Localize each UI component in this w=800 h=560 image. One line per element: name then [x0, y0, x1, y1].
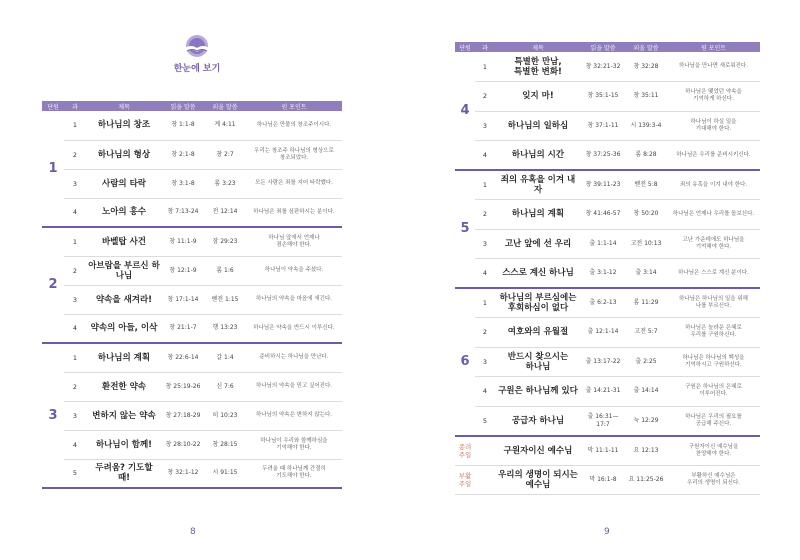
lesson-title: [495, 200, 581, 230]
lesson-title: [86, 314, 162, 343]
table-row: [455, 111, 760, 141]
table-row: [455, 406, 760, 436]
one-point: [246, 459, 342, 488]
table-row: [42, 343, 342, 372]
one-point: [667, 170, 760, 200]
one-point: [246, 285, 342, 314]
memory-verse: 고전 10:13: [625, 229, 667, 259]
memory-verse: 창 32:28: [625, 52, 667, 82]
line: 하나님은 놀라운 은혜로: [685, 325, 742, 332]
memory-verse: 신 7:6: [204, 372, 246, 401]
table-row: [455, 52, 760, 82]
memory-verse: 롬 1:6: [204, 256, 246, 285]
line: 하나님은 하나님의 일을 위해: [678, 296, 748, 302]
line: 구원은 하나님께 있다: [498, 386, 578, 397]
line: 하나님의 약속을 마음에 새긴다.: [255, 296, 333, 302]
line: 하나님은 만물의 창조주이시다.: [256, 121, 332, 128]
reading-verse: 막 11:1-11: [581, 436, 625, 466]
unit-number: 부활 주일: [455, 465, 475, 495]
one-point: [667, 229, 760, 259]
line: 하나님의 일하심: [507, 120, 569, 131]
line: 하나님이 하실 일을: [690, 118, 737, 125]
table-row: [455, 347, 760, 377]
line: 기억해야 한다.: [695, 243, 732, 250]
line: 우리의 생명이 되시는: [498, 469, 578, 480]
reading-verse: 창 35:1-15: [581, 82, 625, 112]
memory-verse: 계 4:11: [204, 111, 246, 140]
line: 하나님의 약속을 믿고 싶어진다.: [255, 383, 333, 389]
reading-verse: 출 6:2-13: [581, 288, 625, 318]
lesson-number: 3: [475, 229, 495, 259]
lesson-number: 5: [475, 406, 495, 436]
reading-verse: 출 1:1-14: [581, 229, 625, 259]
reading-verse: 창 28:10-22: [162, 430, 204, 459]
line: 약속의 아들, 이삭: [90, 323, 158, 334]
reading-verse: 창 7:13-24: [162, 198, 204, 227]
lesson-number: 4: [64, 430, 86, 459]
memory-verse: 롬 11:29: [625, 288, 667, 318]
one-point: [667, 406, 760, 436]
line: 하나님이 함께!: [95, 439, 153, 450]
lesson-number: 3: [64, 169, 86, 198]
unit-number: 5: [455, 170, 475, 288]
reading-verse: 출 3:1-12: [581, 259, 625, 289]
lesson-title: [86, 372, 162, 401]
one-point: [246, 372, 342, 401]
line: 약속을 새겨라!: [95, 294, 153, 305]
page-number-right: 9: [604, 527, 610, 537]
lesson-title: [86, 430, 162, 459]
reading-verse: 창 3:1-8: [162, 169, 204, 198]
lesson-title: [495, 377, 581, 407]
reading-verse: 출 14:21-31: [581, 377, 625, 407]
line: 특별한 변화!: [514, 66, 562, 77]
line: 반드시 찾으시는: [507, 351, 569, 362]
line: 하나님은 하나님의 백성을: [682, 354, 745, 361]
lesson-title: [495, 318, 581, 348]
lesson-title: [86, 227, 162, 256]
reading-verse: 창 11:1-9: [162, 227, 204, 256]
one-point: [246, 256, 342, 285]
unit-number: 1: [42, 111, 64, 227]
line: 준비하시는 하나님을 만난다.: [259, 354, 329, 361]
memory-verse: 히 10:23: [204, 401, 246, 430]
reading-verse: 창 37:25-36: [581, 141, 625, 171]
lesson-number: 3: [64, 285, 86, 314]
memory-verse: 창 28:15: [204, 430, 246, 459]
lesson-number: 1: [64, 227, 86, 256]
lesson-number: 4: [64, 314, 86, 343]
table-row: [42, 372, 342, 401]
lesson-title: [495, 141, 581, 171]
one-point: [667, 52, 760, 82]
line: 하나님을 만나면 새로워진다.: [678, 63, 748, 69]
memory-verse: 창 50:20: [625, 200, 667, 230]
line: 공급자 하나님: [511, 415, 565, 426]
lesson-number: [475, 436, 495, 466]
reading-verse: 창 27:18-29: [162, 401, 204, 430]
memory-verse: 시 139:3-4: [625, 111, 667, 141]
lesson-number: 4: [475, 377, 495, 407]
lesson-number: 2: [64, 140, 86, 169]
header-point: 원 포인트: [246, 101, 342, 111]
line: 바벨탑 사건: [101, 236, 146, 247]
table-row: [455, 200, 760, 230]
one-point: [667, 436, 760, 466]
header-memo: 외울 말씀: [625, 42, 667, 52]
lesson-number: 2: [64, 372, 86, 401]
line: 두려움? 기도할 때!: [95, 463, 153, 484]
memory-verse: 전 12:14: [204, 198, 246, 227]
page-number-left: 8: [190, 527, 196, 537]
line: 사람의 타락: [101, 178, 146, 189]
line: 우리를 구원하신다.: [690, 332, 737, 339]
one-point: [667, 347, 760, 377]
table-row: [455, 318, 760, 348]
lesson-number: 1: [475, 52, 495, 82]
line: 공급해 주신다.: [695, 420, 732, 427]
lesson-number: 5: [64, 459, 86, 488]
line: 스스로 계신 하나님: [502, 268, 574, 278]
table-row: [42, 140, 342, 169]
table-row: [455, 288, 760, 318]
table-row: [42, 227, 342, 256]
line: 나를 부르신다.: [695, 303, 732, 309]
one-point: [246, 198, 342, 227]
one-point: [246, 401, 342, 430]
line: 하나님은 죄를 심판하시는 분이다.: [253, 208, 335, 215]
lesson-title: [86, 401, 162, 430]
unit-number: 3: [42, 343, 64, 488]
header-read: 읽을 말씀: [581, 42, 625, 52]
table-header-row: [455, 42, 760, 52]
line: 하나님이 우리와 함께하심을: [260, 437, 328, 444]
lesson-title: [495, 347, 581, 377]
one-point: [246, 140, 342, 169]
lesson-number: 1: [64, 343, 86, 372]
lesson-title: [495, 82, 581, 112]
memory-verse: 출 2:25: [625, 347, 667, 377]
line: 기억하게 하신다.: [693, 96, 734, 103]
line: 기억해야 한다.: [276, 444, 312, 451]
line: 하나님: [525, 361, 551, 372]
line: 예수님: [525, 479, 551, 490]
lesson-title: [495, 465, 581, 495]
line: 구원자이신 예수님: [503, 445, 573, 456]
line: 잊지 마!: [522, 91, 554, 102]
one-point: [246, 343, 342, 372]
lesson-number: 2: [475, 318, 495, 348]
lesson-title: [86, 256, 162, 285]
lesson-title: [495, 52, 581, 82]
line: 하나님 앞에서 언제나: [268, 234, 320, 241]
line: 하나님은 우리의 필요를: [685, 413, 742, 420]
one-point: [667, 465, 760, 495]
lesson-title: [495, 406, 581, 436]
line: 하나님은 우리를 준비시키신다.: [676, 151, 751, 158]
line: 찬양해야 한다.: [695, 450, 732, 457]
reading-verse: 창 21:1-7: [162, 314, 204, 343]
overview-table-right: [455, 42, 760, 495]
logo: [172, 34, 222, 74]
memory-verse: 갈 1:4: [204, 343, 246, 372]
table-row: [42, 285, 342, 314]
line: 하나님의 창조: [97, 120, 151, 131]
line: 하나님의 계획: [511, 209, 565, 220]
one-point: [667, 111, 760, 141]
unit-number: 6: [455, 288, 475, 436]
logo-title: 한눈에 보기: [173, 64, 221, 74]
one-point: [667, 200, 760, 230]
table-row: [455, 229, 760, 259]
memory-verse: 행 13:23: [204, 314, 246, 343]
line: 고난 앞에 선 우리: [504, 238, 572, 249]
one-point: [246, 169, 342, 198]
table-row: [42, 314, 342, 343]
reading-verse: 창 2:1-8: [162, 140, 204, 169]
table-header-row: [42, 101, 342, 111]
lesson-number: 4: [475, 259, 495, 289]
one-point: [667, 141, 760, 171]
memory-verse: 창 2:7: [204, 140, 246, 169]
reading-verse: 출 12:1-14: [581, 318, 625, 348]
line: 두려울 때 하나님께 간절히: [262, 466, 326, 473]
lesson-title: [86, 343, 162, 372]
line: 환전한 약속: [101, 381, 146, 392]
lesson-title: [495, 288, 581, 318]
lesson-title: [495, 229, 581, 259]
one-point: [667, 82, 760, 112]
line: 하나님의 계획: [97, 352, 151, 363]
one-point: [667, 288, 760, 318]
unit-number: 4: [455, 52, 475, 170]
line: 하나님의 부르심에는: [499, 293, 577, 303]
memory-verse: 창 35:11: [625, 82, 667, 112]
table-row: [42, 430, 342, 459]
table-row: [455, 170, 760, 200]
header-title: 제목: [86, 101, 162, 111]
table-row: [42, 256, 342, 285]
line: 하나님의 형상: [97, 149, 151, 160]
reading-verse: 창 25:19-26: [162, 372, 204, 401]
unit-number: 종려 주일: [455, 436, 475, 466]
reading-verse: 창 32:1-12: [162, 459, 204, 488]
reading-verse: 막 16:1-8: [581, 465, 625, 495]
unit-number: 2: [42, 227, 64, 343]
memory-verse: 요 11:25-26: [625, 465, 667, 495]
memory-verse: 요 12:13: [625, 436, 667, 466]
memory-verse: 출 14:14: [625, 377, 667, 407]
memory-verse: 롬 8:28: [625, 141, 667, 171]
memory-verse: 고전 5:7: [625, 318, 667, 348]
line: 부활하신 예수님은: [691, 472, 736, 479]
line: 겸손해야 한다.: [276, 241, 312, 248]
memory-verse: 시 91:15: [204, 459, 246, 488]
memory-verse: 잠 29:23: [204, 227, 246, 256]
reading-verse: 출 16:31—17:7: [581, 406, 625, 436]
line: 여호와의 유월절: [507, 327, 569, 338]
lesson-number: [475, 465, 495, 495]
memory-verse: 벧전 1:15: [204, 285, 246, 314]
table-row: [455, 141, 760, 171]
line: 특별한 만남,: [514, 56, 562, 67]
lesson-title: [86, 169, 162, 198]
lesson-number: 2: [475, 82, 495, 112]
lesson-title: [495, 111, 581, 141]
table-row: [455, 82, 760, 112]
reading-verse: 창 32:21-32: [581, 52, 625, 82]
lesson-number: 1: [475, 170, 495, 200]
line: 고난 가운데에도 하나님을: [682, 236, 745, 243]
table-row: [42, 401, 342, 430]
lesson-number: 2: [475, 200, 495, 230]
line: 구원자이신 예수님을: [688, 443, 739, 450]
one-point: [667, 318, 760, 348]
lesson-title: [86, 140, 162, 169]
line: 기억하시고 구원하신다.: [685, 361, 742, 368]
table-row: [455, 377, 760, 407]
lesson-number: 3: [475, 347, 495, 377]
line: 하나님이 약속을 주셨다.: [264, 267, 324, 273]
lesson-title: [495, 436, 581, 466]
line: 하나님은 언제나 우리를 돌보신다.: [672, 210, 755, 217]
header-lesson: 과: [475, 42, 495, 52]
line: 하나님의 시간: [511, 150, 565, 160]
header-read: 읽을 말씀: [162, 101, 204, 111]
header-lesson: 과: [64, 101, 86, 111]
line: 죄의 유혹을 이겨 내자: [500, 175, 576, 195]
lesson-title: [495, 170, 581, 200]
lesson-number: 3: [475, 111, 495, 141]
line: 후회하심이 없다: [507, 303, 569, 313]
book-icon: [182, 34, 212, 58]
reading-verse: 창 37:1-11: [581, 111, 625, 141]
reading-verse: 창 41:46-57: [581, 200, 625, 230]
table-row: [455, 259, 760, 289]
line: 기대해야 한다.: [695, 125, 732, 132]
one-point: [246, 430, 342, 459]
reading-verse: 창 22:6-14: [162, 343, 204, 372]
header-unit: 단원: [455, 42, 475, 52]
header-memo: 외울 말씀: [204, 101, 246, 111]
line: 우리의 생명이 되신다.: [686, 479, 741, 486]
line: 변하지 않는 약속: [92, 410, 156, 421]
lesson-number: 1: [475, 288, 495, 318]
line: 죄의 유혹을 이겨 내야 한다.: [679, 181, 748, 188]
one-point: [246, 227, 342, 256]
line: 구원은 하나님의 은혜로: [685, 384, 742, 391]
line: 하나님은 스스로 계신 분이다.: [678, 269, 749, 276]
reading-verse: 창 12:1-9: [162, 256, 204, 285]
line: 우리는 창조주 하나님의 형상으로: [254, 147, 334, 154]
line: 모든 사람은 죄를 지어 타락했다.: [255, 180, 333, 186]
lesson-number: 1: [64, 111, 86, 140]
header-unit: 단원: [42, 101, 64, 111]
line: 하나님의 약속은 변하지 않는다.: [255, 412, 333, 418]
line: 아브람을 부르신 하나님: [88, 260, 160, 281]
line: 이루어진다.: [699, 391, 728, 398]
one-point: [246, 314, 342, 343]
lesson-title: [86, 459, 162, 488]
header-title: 제목: [495, 42, 581, 52]
lesson-number: 2: [64, 256, 86, 285]
lesson-number: 4: [475, 141, 495, 171]
line: 노아의 홍수: [101, 207, 146, 218]
header-point: 원 포인트: [667, 42, 760, 52]
line: 기도해야 한다.: [276, 473, 312, 480]
one-point: [667, 259, 760, 289]
reading-verse: 창 39:11-23: [581, 170, 625, 200]
table-row: [455, 465, 760, 495]
lesson-number: 4: [64, 198, 86, 227]
lesson-title: [495, 259, 581, 289]
reading-verse: 창 17:1-14: [162, 285, 204, 314]
lesson-title: [86, 285, 162, 314]
one-point: [246, 111, 342, 140]
reading-verse: 출 13:17-22: [581, 347, 625, 377]
table-row: [42, 198, 342, 227]
memory-verse: 롬 3:23: [204, 169, 246, 198]
lesson-title: [86, 198, 162, 227]
memory-verse: 벧전 5:8: [625, 170, 667, 200]
reading-verse: 창 1:1-8: [162, 111, 204, 140]
lesson-title: [86, 111, 162, 140]
line: 하나님은 약속을 반드시 이루신다.: [253, 324, 335, 331]
table-row: [42, 111, 342, 140]
table-row: [42, 459, 342, 488]
line: 창조되었다.: [279, 154, 309, 161]
overview-table-left: [42, 101, 342, 489]
table-row: [455, 436, 760, 466]
one-point: [667, 377, 760, 407]
lesson-number: 3: [64, 401, 86, 430]
memory-verse: 출 3:14: [625, 259, 667, 289]
table-row: [42, 169, 342, 198]
memory-verse: 눅 12:29: [625, 406, 667, 436]
line: 하나님은 맺었던 약속을: [685, 89, 742, 96]
